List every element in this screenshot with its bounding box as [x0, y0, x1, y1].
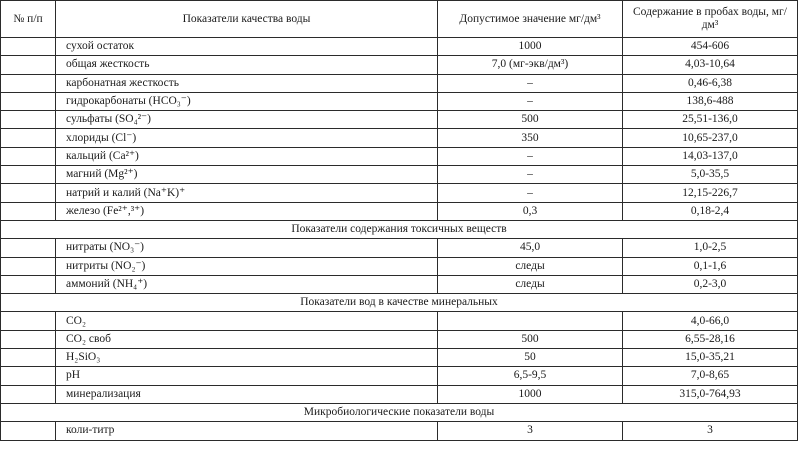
indicator-name-cell: pH: [56, 367, 438, 385]
indicator-name-cell: железо (Fe²⁺,³⁺): [56, 202, 438, 220]
sample-content-cell: 3: [623, 422, 798, 440]
indicator-name-cell: H₂SiO₃: [56, 349, 438, 367]
indicator-name-cell: сухой остаток: [56, 38, 438, 56]
row-number-cell: [1, 166, 56, 184]
table-row: [1, 147, 798, 165]
allowed-value-cell: 7,0 (мг-экв/дм³): [438, 56, 623, 74]
allowed-value-cell: 3: [438, 422, 623, 440]
indicator-name-cell: гидрокарбонаты (HCO₃⁻): [56, 92, 438, 110]
row-number-cell: [1, 38, 56, 56]
row-number-cell: [1, 56, 56, 74]
indicator-name-cell: минерализация: [56, 385, 438, 403]
allowed-value-cell: 45,0: [438, 239, 623, 257]
sample-content-cell: 0,2-3,0: [623, 275, 798, 293]
allowed-value-cell: –: [438, 147, 623, 165]
indicator-name-cell: общая жесткость: [56, 56, 438, 74]
section-title: Показатели содержания токсичных веществ: [1, 220, 798, 238]
allowed-value-cell: 1000: [438, 385, 623, 403]
table-row: [1, 166, 798, 184]
table-row: [1, 330, 798, 348]
table-row: [1, 92, 798, 110]
table-row: [1, 422, 798, 440]
sample-content-cell: 138,6-488: [623, 92, 798, 110]
row-number-cell: [1, 129, 56, 147]
indicator-name-cell: коли-титр: [56, 422, 438, 440]
table-row: [1, 349, 798, 367]
section-header-row: [1, 220, 798, 238]
allowed-value-cell: следы: [438, 257, 623, 275]
table-row: [1, 111, 798, 129]
sample-content-cell: 0,1-1,6: [623, 257, 798, 275]
sample-content-cell: 1,0-2,5: [623, 239, 798, 257]
sample-content-cell: 7,0-8,65: [623, 367, 798, 385]
table-row: [1, 38, 798, 56]
sample-content-cell: 5,0-35,5: [623, 166, 798, 184]
allowed-value-cell: следы: [438, 275, 623, 293]
section-title: Показатели вод в качестве минеральных: [1, 294, 798, 312]
indicator-name-cell: аммоний (NH₄⁺): [56, 275, 438, 293]
header-allowed-value: Допустимое значение мг/дм³: [438, 1, 623, 38]
table-body: [1, 38, 798, 441]
table-row: [1, 74, 798, 92]
allowed-value-cell: –: [438, 166, 623, 184]
section-header-row: [1, 294, 798, 312]
row-number-cell: [1, 92, 56, 110]
table-row: [1, 184, 798, 202]
header-number: № п/п: [1, 1, 56, 38]
table-row: [1, 275, 798, 293]
allowed-value-cell: –: [438, 184, 623, 202]
allowed-value-cell: –: [438, 74, 623, 92]
allowed-value-cell: –: [438, 92, 623, 110]
allowed-value-cell: [438, 312, 623, 330]
row-number-cell: [1, 111, 56, 129]
row-number-cell: [1, 349, 56, 367]
table-row: [1, 239, 798, 257]
table-header-row: [1, 1, 798, 38]
sample-content-cell: 15,0-35,21: [623, 349, 798, 367]
table-row: [1, 56, 798, 74]
row-number-cell: [1, 330, 56, 348]
sample-content-cell: 315,0-764,93: [623, 385, 798, 403]
table-row: [1, 312, 798, 330]
sample-content-cell: 25,51-136,0: [623, 111, 798, 129]
sample-content-cell: 454-606: [623, 38, 798, 56]
indicator-name-cell: нитраты (NO₃⁻): [56, 239, 438, 257]
row-number-cell: [1, 147, 56, 165]
sample-content-cell: 14,03-137,0: [623, 147, 798, 165]
indicator-name-cell: кальций (Ca²⁺): [56, 147, 438, 165]
allowed-value-cell: 350: [438, 129, 623, 147]
section-header-row: [1, 403, 798, 421]
sample-content-cell: 0,18-2,4: [623, 202, 798, 220]
row-number-cell: [1, 385, 56, 403]
indicator-name-cell: карбонатная жесткость: [56, 74, 438, 92]
row-number-cell: [1, 422, 56, 440]
sample-content-cell: 12,15-226,7: [623, 184, 798, 202]
table-row: [1, 385, 798, 403]
indicator-name-cell: натрий и калий (Na⁺K)⁺: [56, 184, 438, 202]
allowed-value-cell: 500: [438, 111, 623, 129]
indicator-name-cell: CO₂: [56, 312, 438, 330]
row-number-cell: [1, 74, 56, 92]
table-row: [1, 202, 798, 220]
header-sample-content: Содержание в пробах воды, мг/дм³: [623, 1, 798, 38]
table-row: [1, 129, 798, 147]
sample-content-cell: 4,0-66,0: [623, 312, 798, 330]
row-number-cell: [1, 184, 56, 202]
sample-content-cell: 0,46-6,38: [623, 74, 798, 92]
table-row: [1, 257, 798, 275]
indicator-name-cell: сульфаты (SO₄²⁻): [56, 111, 438, 129]
row-number-cell: [1, 312, 56, 330]
indicator-name-cell: хлориды (Cl⁻): [56, 129, 438, 147]
row-number-cell: [1, 257, 56, 275]
allowed-value-cell: 500: [438, 330, 623, 348]
header-indicator: Показатели качества воды: [56, 1, 438, 38]
allowed-value-cell: 1000: [438, 38, 623, 56]
indicator-name-cell: нитриты (NO₂⁻): [56, 257, 438, 275]
row-number-cell: [1, 275, 56, 293]
sample-content-cell: 4,03-10,64: [623, 56, 798, 74]
indicator-name-cell: магний (Mg²⁺): [56, 166, 438, 184]
table-row: [1, 367, 798, 385]
sample-content-cell: 10,65-237,0: [623, 129, 798, 147]
allowed-value-cell: 6,5-9,5: [438, 367, 623, 385]
row-number-cell: [1, 367, 56, 385]
sample-content-cell: 6,55-28,16: [623, 330, 798, 348]
row-number-cell: [1, 202, 56, 220]
row-number-cell: [1, 239, 56, 257]
indicator-name-cell: CO₂ своб: [56, 330, 438, 348]
allowed-value-cell: 50: [438, 349, 623, 367]
allowed-value-cell: 0,3: [438, 202, 623, 220]
section-title: Микробиологические показатели воды: [1, 403, 798, 421]
